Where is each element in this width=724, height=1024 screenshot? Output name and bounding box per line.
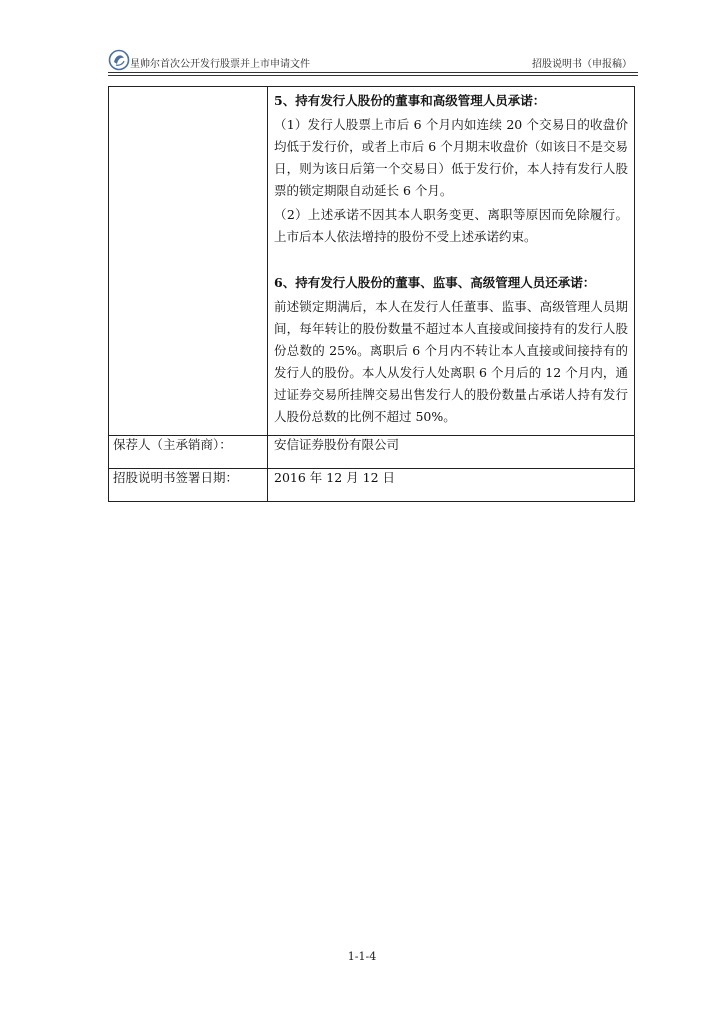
table-row	[109, 469, 635, 502]
company-logo-icon	[108, 49, 130, 71]
spacer	[274, 250, 628, 269]
table-row	[109, 436, 635, 469]
commitment-5-paragraph-1: （1）发行人股票上市后 6 个月内如连续 20 个交易日的收盘价均低于发行价，或者上市后 6 个月期末收盘价（如该日不是交易日，则为该日后第一个交易日）低于发行价，本人持有发行人股票的锁定期限自动延长 6 个月。	[274, 117, 628, 198]
sponsor-label: 保荐人（主承销商）：	[109, 436, 268, 469]
table-row	[109, 87, 635, 436]
signing-date-value: 2016 年 12 月 12 日	[268, 469, 635, 502]
sponsor-value: 安信证券股份有限公司	[268, 436, 635, 469]
commitment-table	[108, 86, 635, 502]
signing-date-label: 招股说明书签署日期：	[109, 469, 268, 502]
commitment-5-heading: 5、持有发行人股份的董事和高级管理人员承诺：	[274, 93, 546, 108]
header-divider	[108, 72, 638, 73]
commitments-cell	[268, 87, 635, 436]
commitment-6-paragraph-1: 前述锁定期满后，本人在发行人任董事、监事、高级管理人员期间，每年转让的股份数量不超过本人直接或间接持有的发行人股份总数的 25%。离职后 6 个月内不转让本人直接或间接持有的发行人的股份。本人从发行人处离职 6 个月后的 12 个月内，通过证券交易所挂牌交易出售发行人的股份数量占承诺人持有发行人股份总数的比例不超过 50%。	[274, 299, 628, 424]
commitment-6-heading: 6、持有发行人股份的董事、监事、高级管理人员还承诺：	[274, 275, 596, 290]
page-header	[108, 47, 638, 73]
commitment-5-paragraph-2: （2）上述承诺不因其本人职务变更、离职等原因而免除履行。上市后本人依法增持的股份不受上述承诺约束。	[274, 207, 628, 244]
document-type: 招股说明书（申报稿）	[532, 59, 632, 70]
document-title: 星帅尔首次公开发行股票并上市申请文件	[130, 59, 310, 70]
header-divider-secondary	[108, 75, 638, 76]
page-number: 1-1-4	[347, 950, 377, 963]
empty-label-cell	[109, 87, 268, 436]
